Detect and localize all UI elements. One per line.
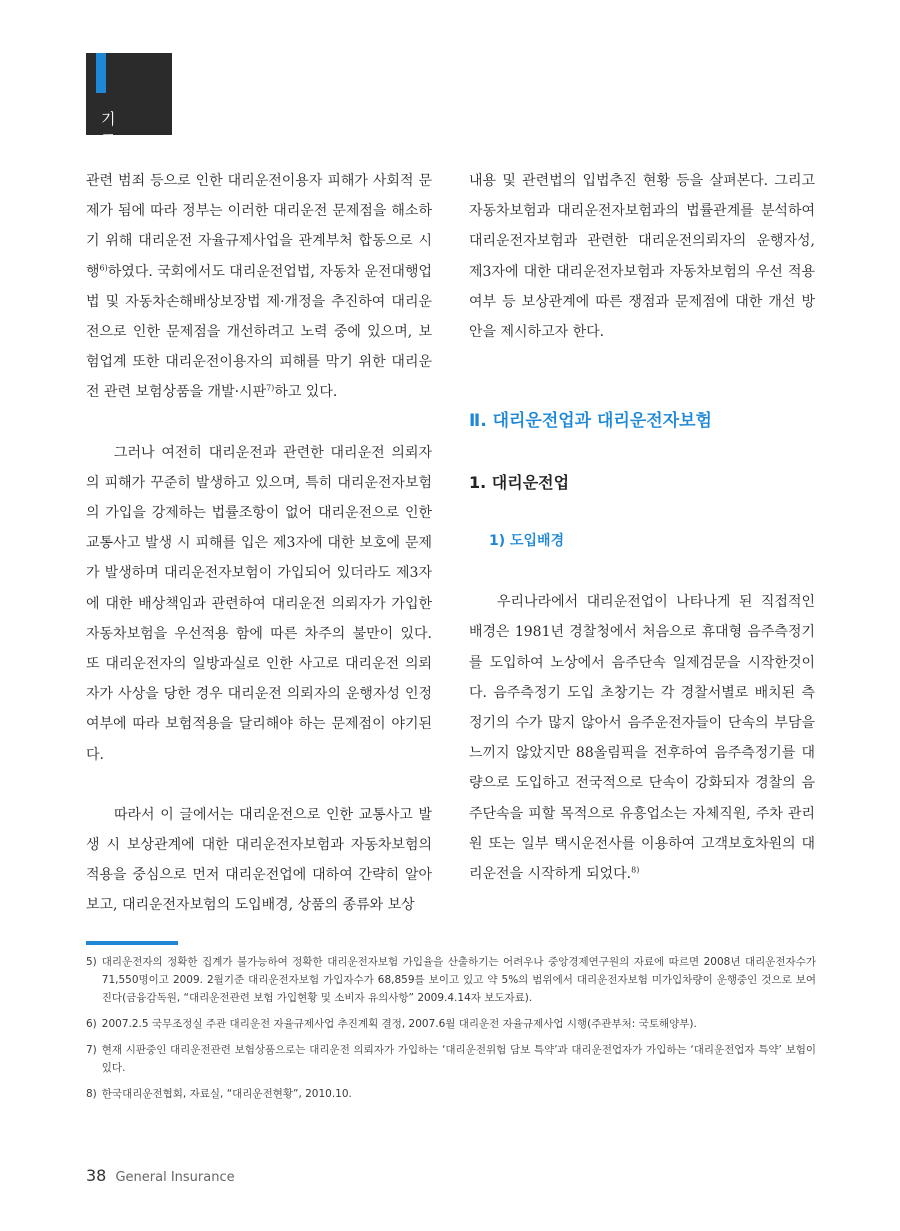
section-badge <box>86 53 172 149</box>
paragraph: 따라서 이 글에서는 대리운전으로 인한 교통사고 발생 시 보상관계에 대한 대리운전자보험과 자동차보험의 적용을 중심으로 먼저 대리운전업에 대하여 간략히 알아보고, 대리운전자보험의 도입배경, 상품의 종류와 보상 <box>86 806 432 914</box>
paragraph: 내용 및 관련법의 입법추진 현황 등을 살펴본다. 그리고 자동차보험과 대리운전자보험과의 법률관계를 분석하여 대리운전자보험과 관련한 대리운전의뢰자의 운행자성, 제3자에 대한 대리운전자보험과 자동차보험의 우선 적용 여부 등 보상관계에 따른 쟁점과 문제점에 대한 개선 방안을 제시하고자 한다. <box>469 173 815 341</box>
footnote-text: 현재 시판중인 대리운전관련 보험상품으로는 대리운전 의뢰자가 가입하는 ‘대리운전위험 담보 특약’과 대리운전업자가 가입하는 ‘대리운전업자 특약’ 보험이 있다. <box>101 1044 816 1074</box>
footnote-number: 6) <box>86 1018 97 1030</box>
footnote-text: 한국대리운전협회, 자료실, “대리운전현황”, 2010.10. <box>101 1088 352 1100</box>
footnote-text: 2007.2.5 국무조정실 주관 대리운전 자율규제사업 추진계획 결정, 2007.6월 대리운전 자율규제사업 시행(주관부처: 국토해양부). <box>101 1018 697 1030</box>
footnote <box>86 953 816 1007</box>
footnote-number: 7) <box>86 1044 97 1056</box>
footnote <box>86 1015 816 1033</box>
page-footer <box>86 1166 235 1185</box>
page-number: 38 <box>86 1166 107 1185</box>
footnote-ref: 8) <box>631 865 640 875</box>
left-column <box>86 166 432 921</box>
footnote-number: 5) <box>86 956 97 968</box>
paragraph: 그러나 여전히 대리운전과 관련한 대리운전 의뢰자의 피해가 꾸준히 발생하고 있으며, 특히 대리운전자보험의 가입을 강제하는 법률조항이 없어 대리운전으로 인한 교통사고 발생 시 피해를 입은 제3자에 대한 보호에 문제가 발생하며 대리운전자보험이 가입되어 있더라도 제3자에 대한 배상책임과 관련하여 대리운전 의뢰자가 가입한 자동차보험을 우선적용 함에 따른 차주의 불만이 있다. 또 대리운전자의 일방과실로 인한 사고로 대리운전 의뢰자가 사상을 당한 경우 대리운전 의뢰자의 운행자성 인정여부에 따라 보험적용을 달리해야 하는 문제점이 야기된다. <box>86 444 432 763</box>
section-title: Ⅱ. 대리운전업과 대리운전자보험 <box>469 411 712 432</box>
publication-name: General Insurance <box>115 1170 235 1185</box>
right-column <box>469 166 815 889</box>
badge-label: 기 고 <box>101 110 132 149</box>
subsubsection-title: 1) 도입배경 <box>489 533 565 550</box>
footnote-number: 8) <box>86 1088 97 1100</box>
footnote-divider <box>86 941 178 945</box>
paragraph: 우리나라에서 대리운전업이 나타나게 된 직접적인 배경은 1981년 경찰청에서 처음으로 휴대형 음주측정기를 도입하여 노상에서 음주단속 일제검문을 시작한것이다. 음주측정기 도입 초창기는 각 경찰서별로 배치된 측정기의 수가 많지 않아서 음주운전자들이 단속의 부담을 느끼지 않았지만 88올림픽을 전후하여 음주측정기를 대량으로 도입하고 전국적으로 단속이 강화되자 경찰의 음주단속을 피할 목적으로 유흥업소는 자체직원, 주차 관리원 또는 일부 택시운전사를 이용하여 고객보호차원의 대리운전을 시작하게 되었다.$^{8)}$ <box>469 594 815 883</box>
footnote-ref: 7) <box>266 383 275 393</box>
footnote <box>86 1085 816 1103</box>
footnotes <box>86 953 816 1111</box>
footnote-text: 대리운전자의 정확한 집계가 불가능하여 정확한 대리운전자보험 가입율을 산출하기는 어려우나 중앙경제연구원의 자료에 따르면 2008년 대리운전자수가 71,550명이고 2009. 2월기준 대리운전자보험 가입자수가 68,859를 보이고 있고 약 5%의 범위에서 대리운전자보험 미가입차량이 운행중인 것으로 보여진다(금융감독원, “대리운전관련 보험 가입현황 및 소비자 유의사항” 2009.4.14자 보도자료). <box>101 956 816 1004</box>
paragraph: 관련 범죄 등으로 인한 대리운전이용자 피해가 사회적 문제가 됨에 따라 정부는 이러한 대리운전 문제점을 해소하기 위해 대리운전 자율규제사업을 관계부처 합동으로 시행$^{6)}$하였다. 국회에서도 대리운전업법, 자동차 운전대행업법 및 자동차손해배상보장법 제·개정을 추진하여 대리운전으로 인한 문제점을 개선하려고 노력 중에 있으며, 보험업계 또한 대리운전이용자의 피해를 막기 위한 대리운전 관련 보험상품을 개발·시판$^{7)}$하고 있다. <box>86 173 432 401</box>
footnote-ref: 6) <box>99 262 108 272</box>
footnote <box>86 1041 816 1077</box>
badge-accent-bar <box>96 53 106 93</box>
subsection-title: 1. 대리운전업 <box>469 473 570 493</box>
